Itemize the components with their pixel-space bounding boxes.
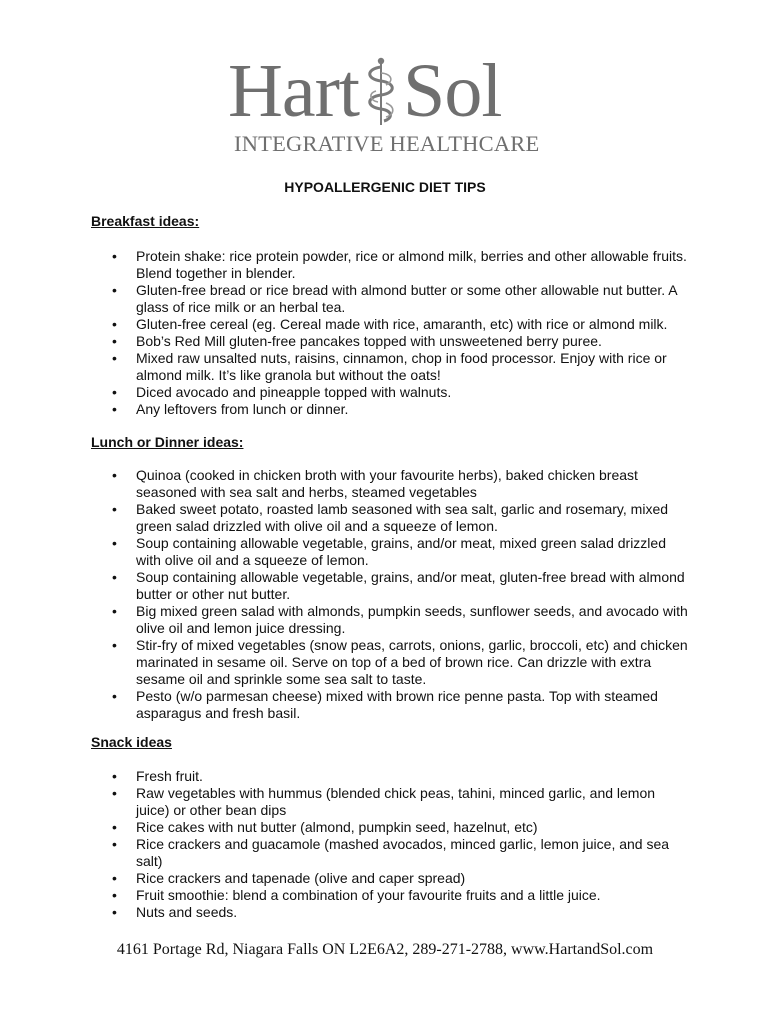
list-item: • Stir-fry of mixed vegetables (snow peas, carrots, onions, garlic, broccoli, etc) and chicken marinated in sesame oil. Serve on top of a bed of brown rice. Can drizzle with extra sesame oil and sprinkle some sea salt to taste.	[0, 637, 770, 688]
list-item: • Rice cakes with nut butter (almond, pumpkin seed, hazelnut, etc)	[0, 819, 770, 836]
list-item: • Raw vegetables with hummus (blended chick peas, tahini, minced garlic, and lemon juice) or other bean dips	[0, 785, 770, 819]
breakfast-heading: Breakfast ideas:	[91, 213, 200, 229]
list-item: • Fruit smoothie: blend a combination of your favourite fruits and a little juice.	[0, 887, 770, 904]
snack-heading: Snack ideas	[91, 734, 172, 750]
hart-sol-logo	[228, 49, 544, 163]
list-item: • Soup containing allowable vegetable, grains, and/or meat, mixed green salad drizzled with olive oil and a squeeze of lemon.	[0, 535, 770, 569]
logo-subtitle: INTEGRATIVE HEALTHCARE	[234, 131, 540, 156]
list-item: • Pesto (w/o parmesan cheese) mixed with brown rice penne pasta. Top with steamed asparagus and fresh basil.	[0, 688, 770, 722]
document-title: HYPOALLERGENIC DIET TIPS	[284, 179, 486, 195]
lunch-dinner-heading: Lunch or Dinner ideas:	[91, 434, 244, 450]
list-item: • Soup containing allowable vegetable, grains, and/or meat, gluten-free bread with almond butter or other nut butter.	[0, 569, 770, 603]
caduceus-ampersand-icon	[356, 55, 406, 127]
list-item: • Rice crackers and tapenade (olive and caper spread)	[0, 870, 770, 887]
list-item: • Mixed raw unsalted nuts, raisins, cinnamon, chop in food processor. Enjoy with rice or almond milk. It’s like granola but without the oats!	[0, 350, 770, 384]
list-item: • Rice crackers and guacamole (mashed avocados, minced garlic, lemon juice, and sea salt)	[0, 836, 770, 870]
footer-address: 4161 Portage Rd, Niagara Falls ON L2E6A2, 289-271-2788, www.HartandSol.com	[116, 941, 654, 958]
breakfast-list	[0, 248, 770, 418]
list-item: • Big mixed green salad with almonds, pumpkin seeds, sunflower seeds, and avocado with olive oil and lemon juice dressing.	[0, 603, 770, 637]
logo-word-right: Sol	[403, 49, 502, 133]
list-item: • Gluten-free cereal (eg. Cereal made with rice, amaranth, etc) with rice or almond milk.	[0, 316, 770, 333]
logo-word-left: Hart	[228, 49, 360, 133]
list-item: • Diced avocado and pineapple topped with walnuts.	[0, 384, 770, 401]
list-item: • Quinoa (cooked in chicken broth with your favourite herbs), baked chicken breast seasoned with sea salt and herbs, steamed vegetables	[0, 467, 770, 501]
list-item: • Baked sweet potato, roasted lamb seasoned with sea salt, garlic and rosemary, mixed green salad drizzled with olive oil and a squeeze of lemon.	[0, 501, 770, 535]
list-item: • Protein shake: rice protein powder, rice or almond milk, berries and other allowable fruits. Blend together in blender.	[0, 248, 770, 282]
list-item: • Any leftovers from lunch or dinner.	[0, 401, 770, 418]
logo-wordmark	[228, 49, 502, 133]
list-item: • Nuts and seeds.	[0, 904, 770, 921]
list-item: • Bob’s Red Mill gluten-free pancakes topped with unsweetened berry puree.	[0, 333, 770, 350]
list-item: • Gluten-free bread or rice bread with almond butter or some other allowable nut butter. A glass of rice milk or an herbal tea.	[0, 282, 770, 316]
list-item: • Fresh fruit.	[0, 768, 770, 785]
lunch-dinner-list	[0, 467, 770, 722]
snack-list	[0, 768, 770, 921]
